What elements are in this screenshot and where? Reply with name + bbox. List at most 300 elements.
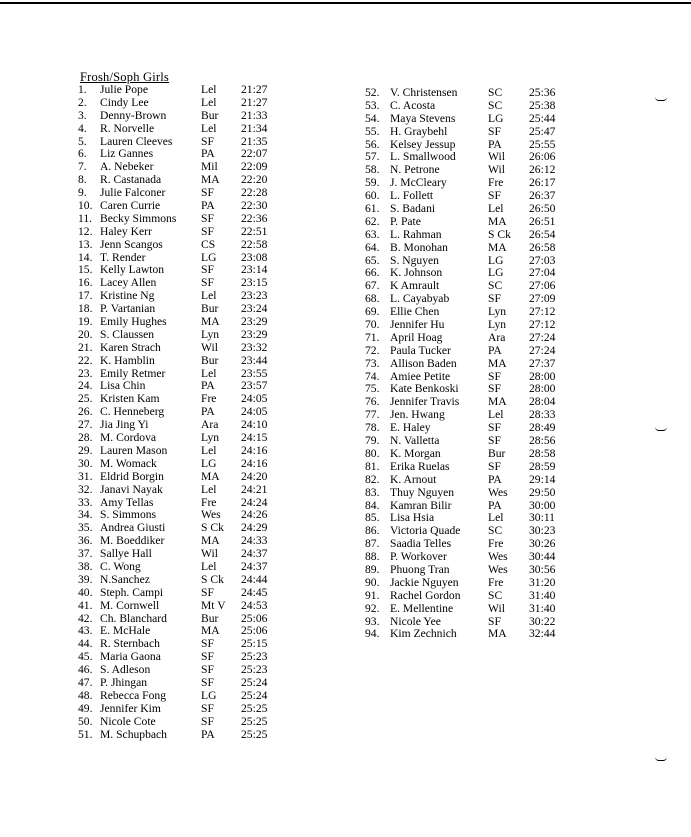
result-name: Caren Currie xyxy=(100,199,161,213)
result-place: 55. xyxy=(365,124,380,138)
result-team: Lel xyxy=(201,482,217,496)
result-place: 18. xyxy=(78,302,93,316)
result-name: Jennifer Kim xyxy=(100,701,161,715)
result-time: 24:53 xyxy=(241,598,268,612)
result-place: 19. xyxy=(78,315,93,329)
result-team: Lyn xyxy=(488,318,507,332)
result-name: L. Cayabyab xyxy=(390,292,450,306)
result-team: SF xyxy=(201,650,214,664)
result-time: 26:50 xyxy=(529,202,556,216)
result-team: Lyn xyxy=(201,431,220,445)
result-place: 59. xyxy=(365,176,380,190)
result-name: Allison Baden xyxy=(390,356,457,370)
margin-hole-mark xyxy=(655,97,667,101)
result-team: Mil xyxy=(201,160,218,174)
result-place: 65. xyxy=(365,253,380,267)
result-team: Wil xyxy=(488,163,505,177)
result-name: Jennifer Travis xyxy=(390,395,460,409)
result-time: 28:56 xyxy=(529,434,556,448)
result-name: H. Graybehl xyxy=(390,124,448,138)
result-time: 30:11 xyxy=(529,511,555,525)
result-place: 47. xyxy=(78,675,93,689)
result-place: 48. xyxy=(78,688,93,702)
result-name: P. Jhingan xyxy=(100,675,148,689)
result-team: LG xyxy=(488,266,504,280)
result-name: Amy Tellas xyxy=(100,495,154,509)
result-name: J. McCleary xyxy=(390,176,447,190)
result-name: Thuy Nguyen xyxy=(390,485,455,499)
result-place: 26. xyxy=(78,405,93,419)
result-time: 24:05 xyxy=(241,392,268,406)
result-name: C. Wong xyxy=(100,559,141,573)
result-team: Ara xyxy=(488,330,506,344)
result-time: 28:00 xyxy=(529,382,556,396)
result-time: 21:27 xyxy=(241,95,268,109)
result-team: SF xyxy=(201,211,214,225)
result-name: L. Follett xyxy=(390,189,434,203)
result-time: 24:37 xyxy=(241,559,268,573)
result-time: 22:36 xyxy=(241,211,268,225)
result-team: Lel xyxy=(488,202,504,216)
result-place: 7. xyxy=(78,160,87,174)
result-time: 30:44 xyxy=(529,550,556,564)
result-time: 24:16 xyxy=(241,443,268,457)
result-name: Maya Stevens xyxy=(390,111,456,125)
result-team: Wes xyxy=(488,562,508,576)
result-time: 26:06 xyxy=(529,150,556,164)
result-place: 57. xyxy=(365,150,380,164)
result-time: 28:33 xyxy=(529,408,556,422)
result-time: 24:15 xyxy=(241,431,268,445)
result-place: 79. xyxy=(365,434,380,448)
result-team: Bur xyxy=(201,108,219,122)
result-team: SF xyxy=(201,714,214,728)
result-place: 11. xyxy=(78,211,93,225)
result-place: 42. xyxy=(78,611,93,625)
result-time: 30:00 xyxy=(529,498,556,512)
result-team: Bur xyxy=(488,446,506,460)
result-team: Mt V xyxy=(201,598,226,612)
result-time: 24:16 xyxy=(241,456,268,470)
result-name: P. Vartanian xyxy=(100,302,156,316)
result-place: 64. xyxy=(365,240,380,254)
result-team: Ara xyxy=(201,418,219,432)
result-name: L. Smallwood xyxy=(390,150,456,164)
result-time: 30:22 xyxy=(529,614,556,628)
result-time: 27:06 xyxy=(529,279,556,293)
result-place: 24. xyxy=(78,379,93,393)
result-place: 39. xyxy=(78,572,93,586)
result-time: 21:35 xyxy=(241,134,268,148)
result-time: 26:37 xyxy=(529,189,556,203)
result-name: S. Adleson xyxy=(100,663,151,677)
result-team: SF xyxy=(201,663,214,677)
result-team: MA xyxy=(488,395,507,409)
result-time: 29:50 xyxy=(529,485,556,499)
result-place: 82. xyxy=(365,472,380,486)
result-team: Lel xyxy=(201,366,217,380)
result-team: PA xyxy=(201,405,215,419)
result-name: Maria Gaona xyxy=(100,650,161,664)
result-place: 3. xyxy=(78,108,87,122)
result-time: 23:15 xyxy=(241,276,268,290)
result-place: 34. xyxy=(78,508,93,522)
result-name: Haley Kerr xyxy=(100,224,152,238)
result-time: 24:24 xyxy=(241,495,268,509)
result-time: 23:32 xyxy=(241,340,268,354)
result-time: 25:15 xyxy=(241,637,268,651)
result-place: 89. xyxy=(365,562,380,576)
result-name: E. Mellentine xyxy=(390,601,454,615)
result-name: Janavi Nayak xyxy=(100,482,163,496)
result-place: 84. xyxy=(365,498,380,512)
result-team: SF xyxy=(488,189,501,203)
result-time: 27:03 xyxy=(529,253,556,267)
result-name: Emily Hughes xyxy=(100,315,167,329)
result-name: Kim Zechnich xyxy=(390,627,457,641)
result-time: 23:55 xyxy=(241,366,268,380)
result-place: 74. xyxy=(365,369,380,383)
result-place: 21. xyxy=(78,340,93,354)
result-team: Lyn xyxy=(488,305,507,319)
result-place: 69. xyxy=(365,305,380,319)
result-team: PA xyxy=(488,343,502,357)
result-time: 22:58 xyxy=(241,237,268,251)
result-place: 73. xyxy=(365,356,380,370)
result-name: C. Henneberg xyxy=(100,405,165,419)
result-place: 36. xyxy=(78,534,93,548)
result-time: 30:56 xyxy=(529,562,556,576)
result-team: MA xyxy=(488,214,507,228)
result-name: Lauren Mason xyxy=(100,443,168,457)
result-time: 23:44 xyxy=(241,353,268,367)
margin-hole-mark xyxy=(655,757,667,761)
result-time: 28:49 xyxy=(529,421,556,435)
result-time: 21:27 xyxy=(241,83,268,96)
result-place: 91. xyxy=(365,588,380,602)
result-time: 23:14 xyxy=(241,263,268,277)
result-place: 56. xyxy=(365,137,380,151)
result-place: 62. xyxy=(365,214,380,228)
result-name: S. Claussen xyxy=(100,327,155,341)
result-time: 27:24 xyxy=(529,330,556,344)
result-place: 2. xyxy=(78,95,87,109)
result-place: 17. xyxy=(78,289,93,303)
result-time: 24:33 xyxy=(241,534,268,548)
result-time: 23:23 xyxy=(241,289,268,303)
result-time: 29:14 xyxy=(529,472,556,486)
result-time: 25:23 xyxy=(241,663,268,677)
result-name: K. Johnson xyxy=(390,266,443,280)
result-time: 22:09 xyxy=(241,160,268,174)
result-place: 51. xyxy=(78,727,93,741)
result-time: 28:58 xyxy=(529,446,556,460)
result-time: 23:08 xyxy=(241,250,268,264)
result-time: 25:06 xyxy=(241,611,268,625)
result-team: PA xyxy=(488,498,502,512)
result-name: C. Acosta xyxy=(390,98,436,112)
result-place: 92. xyxy=(365,601,380,615)
result-team: Fre xyxy=(201,495,217,509)
result-time: 27:09 xyxy=(529,292,556,306)
result-time: 24:37 xyxy=(241,547,268,561)
result-place: 13. xyxy=(78,237,93,251)
result-name: Liz Gannes xyxy=(100,147,154,161)
result-team: LG xyxy=(488,111,504,125)
result-team: Lel xyxy=(201,83,217,96)
result-place: 86. xyxy=(365,524,380,538)
result-team: CS xyxy=(201,237,216,251)
result-name: E. McHale xyxy=(100,624,151,638)
result-name: Kate Benkoski xyxy=(390,382,459,396)
result-time: 27:24 xyxy=(529,343,556,357)
result-time: 25:55 xyxy=(529,137,556,151)
result-place: 67. xyxy=(365,279,380,293)
result-team: Lel xyxy=(201,559,217,573)
result-name: Rebecca Fong xyxy=(100,688,166,702)
result-place: 81. xyxy=(365,459,380,473)
result-team: Wes xyxy=(488,550,508,564)
result-name: Saadia Telles xyxy=(390,537,452,551)
result-place: 25. xyxy=(78,392,93,406)
result-name: Karen Strach xyxy=(100,340,161,354)
result-name: Steph. Campi xyxy=(100,585,164,599)
result-name: Victoria Quade xyxy=(390,524,461,538)
result-name: Julie Falconer xyxy=(100,186,166,200)
result-time: 24:20 xyxy=(241,469,268,483)
result-name: B. Monohan xyxy=(390,240,448,254)
result-time: 25:25 xyxy=(241,701,268,715)
result-time: 26:54 xyxy=(529,227,556,241)
result-team: SF xyxy=(201,224,214,238)
result-team: SF xyxy=(201,186,214,200)
result-time: 25:25 xyxy=(241,727,268,741)
result-name: Jennifer Hu xyxy=(390,318,445,332)
result-name: K. Arnout xyxy=(390,472,437,486)
result-name: Andrea Giusti xyxy=(100,521,166,535)
result-name: Lacey Allen xyxy=(100,276,157,290)
result-name: April Hoag xyxy=(390,330,443,344)
result-time: 32:44 xyxy=(529,627,556,641)
result-name: Phuong Tran xyxy=(390,562,450,576)
result-team: Bur xyxy=(201,611,219,625)
result-time: 22:51 xyxy=(241,224,268,238)
result-team: PA xyxy=(201,379,215,393)
result-team: Wil xyxy=(488,601,505,615)
result-place: 8. xyxy=(78,173,87,187)
result-team: Bur xyxy=(201,302,219,316)
result-team: Lel xyxy=(201,121,217,135)
result-place: 4. xyxy=(78,121,87,135)
result-team: PA xyxy=(488,137,502,151)
result-team: MA xyxy=(488,627,507,641)
result-time: 21:33 xyxy=(241,108,268,122)
result-place: 29. xyxy=(78,443,93,457)
result-time: 24:05 xyxy=(241,405,268,419)
result-place: 52. xyxy=(365,86,380,99)
result-name: P. Pate xyxy=(390,214,421,228)
result-name: Ellie Chen xyxy=(390,305,440,319)
result-team: MA xyxy=(201,469,220,483)
result-team: PA xyxy=(201,147,215,161)
result-time: 22:20 xyxy=(241,173,268,187)
result-team: PA xyxy=(201,199,215,213)
result-team: SF xyxy=(201,637,214,651)
result-place: 72. xyxy=(365,343,380,357)
result-name: K Amrault xyxy=(390,279,440,293)
result-place: 38. xyxy=(78,559,93,573)
result-team: Wil xyxy=(488,150,505,164)
result-team: SF xyxy=(488,459,501,473)
result-name: R. Norvelle xyxy=(100,121,155,135)
result-time: 24:10 xyxy=(241,418,268,432)
result-name: Lauren Cleeves xyxy=(100,134,173,148)
result-place: 12. xyxy=(78,224,93,238)
result-name: Rachel Gordon xyxy=(390,588,461,602)
result-time: 24:45 xyxy=(241,585,268,599)
result-name: Sallye Hall xyxy=(100,547,152,561)
result-team: SF xyxy=(488,292,501,306)
result-name: Jenn Scangos xyxy=(100,237,163,251)
result-name: Denny-Brown xyxy=(100,108,167,122)
result-team: MA xyxy=(201,173,220,187)
result-name: V. Christensen xyxy=(390,86,458,99)
result-team: SF xyxy=(488,382,501,396)
result-name: M. Boeddiker xyxy=(100,534,165,548)
result-place: 9. xyxy=(78,186,87,200)
result-place: 71. xyxy=(365,330,380,344)
result-place: 60. xyxy=(365,189,380,203)
result-name: Ch. Blanchard xyxy=(100,611,167,625)
result-team: SF xyxy=(488,434,501,448)
result-name: Kristine Ng xyxy=(100,289,155,303)
result-name: A. Nebeker xyxy=(100,160,154,174)
result-team: SC xyxy=(488,279,503,293)
result-team: S Ck xyxy=(201,572,224,586)
results-title: Frosh/Soph Girls xyxy=(80,70,169,84)
result-place: 94. xyxy=(365,627,380,641)
result-team: PA xyxy=(201,727,215,741)
result-team: SF xyxy=(488,421,501,435)
result-team: Lel xyxy=(488,511,504,525)
result-time: 21:34 xyxy=(241,121,268,135)
result-team: Lel xyxy=(201,289,217,303)
result-team: SF xyxy=(201,585,214,599)
result-place: 10. xyxy=(78,199,93,213)
result-team: PA xyxy=(488,472,502,486)
result-time: 22:07 xyxy=(241,147,268,161)
result-time: 27:37 xyxy=(529,356,556,370)
result-place: 66. xyxy=(365,266,380,280)
result-name: Jia Jing Yi xyxy=(100,418,149,432)
result-place: 30. xyxy=(78,456,93,470)
result-time: 25:47 xyxy=(529,124,556,138)
result-name: L. Rahman xyxy=(390,227,442,241)
result-name: Becky Simmons xyxy=(100,211,177,225)
result-time: 28:00 xyxy=(529,369,556,383)
result-team: Fre xyxy=(488,537,504,551)
result-place: 35. xyxy=(78,521,93,535)
result-name: Nicole Yee xyxy=(390,614,441,628)
result-name: P. Workover xyxy=(390,550,447,564)
result-name: Erika Ruelas xyxy=(390,459,450,473)
result-time: 24:26 xyxy=(241,508,268,522)
result-team: MA xyxy=(488,240,507,254)
result-time: 26:12 xyxy=(529,163,556,177)
result-place: 87. xyxy=(365,537,380,551)
result-place: 33. xyxy=(78,495,93,509)
result-place: 16. xyxy=(78,276,93,290)
result-time: 24:21 xyxy=(241,482,268,496)
result-team: SF xyxy=(201,675,214,689)
result-team: Lel xyxy=(201,443,217,457)
result-team: MA xyxy=(201,315,220,329)
result-time: 27:04 xyxy=(529,266,556,280)
result-team: MA xyxy=(201,624,220,638)
result-name: Julie Pope xyxy=(100,83,148,96)
result-name: R. Castanada xyxy=(100,173,162,187)
result-name: M. Cornwell xyxy=(100,598,160,612)
result-place: 43. xyxy=(78,624,93,638)
result-place: 50. xyxy=(78,714,93,728)
result-team: MA xyxy=(201,534,220,548)
result-time: 25:06 xyxy=(241,624,268,638)
result-team: SC xyxy=(488,588,503,602)
result-time: 22:30 xyxy=(241,199,268,213)
result-name: R. Sternbach xyxy=(100,637,160,651)
result-time: 26:58 xyxy=(529,240,556,254)
result-team: Fre xyxy=(488,575,504,589)
result-team: Lel xyxy=(201,95,217,109)
result-name: M. Schupbach xyxy=(100,727,167,741)
result-place: 75. xyxy=(365,382,380,396)
result-place: 54. xyxy=(365,111,380,125)
result-name: Eldrid Borgin xyxy=(100,469,164,483)
result-place: 53. xyxy=(365,98,380,112)
result-name: Kelly Lawton xyxy=(100,263,165,277)
result-place: 32. xyxy=(78,482,93,496)
result-team: Lel xyxy=(488,408,504,422)
result-name: Emily Retmer xyxy=(100,366,166,380)
result-time: 31:40 xyxy=(529,601,556,615)
result-time: 25:25 xyxy=(241,714,268,728)
result-name: S. Badani xyxy=(390,202,436,216)
result-place: 93. xyxy=(365,614,380,628)
result-name: T. Render xyxy=(100,250,146,264)
result-place: 63. xyxy=(365,227,380,241)
result-name: Lisa Chin xyxy=(100,379,146,393)
result-place: 15. xyxy=(78,263,93,277)
result-time: 25:36 xyxy=(529,86,556,99)
result-place: 22. xyxy=(78,353,93,367)
result-name: N.Sanchez xyxy=(100,572,150,586)
page-top-border xyxy=(0,2,691,4)
result-name: Jackie Nguyen xyxy=(390,575,459,589)
result-name: N. Valletta xyxy=(390,434,440,448)
result-name: Cindy Lee xyxy=(100,95,149,109)
result-team: Wil xyxy=(201,340,218,354)
result-time: 25:24 xyxy=(241,688,268,702)
result-time: 30:26 xyxy=(529,537,556,551)
result-name: Kelsey Jessup xyxy=(390,137,456,151)
result-place: 14. xyxy=(78,250,93,264)
result-team: Lyn xyxy=(201,327,220,341)
result-time: 27:12 xyxy=(529,305,556,319)
margin-hole-mark xyxy=(655,427,667,431)
result-time: 31:40 xyxy=(529,588,556,602)
result-team: Wil xyxy=(201,547,218,561)
result-name: Nicole Cote xyxy=(100,714,156,728)
